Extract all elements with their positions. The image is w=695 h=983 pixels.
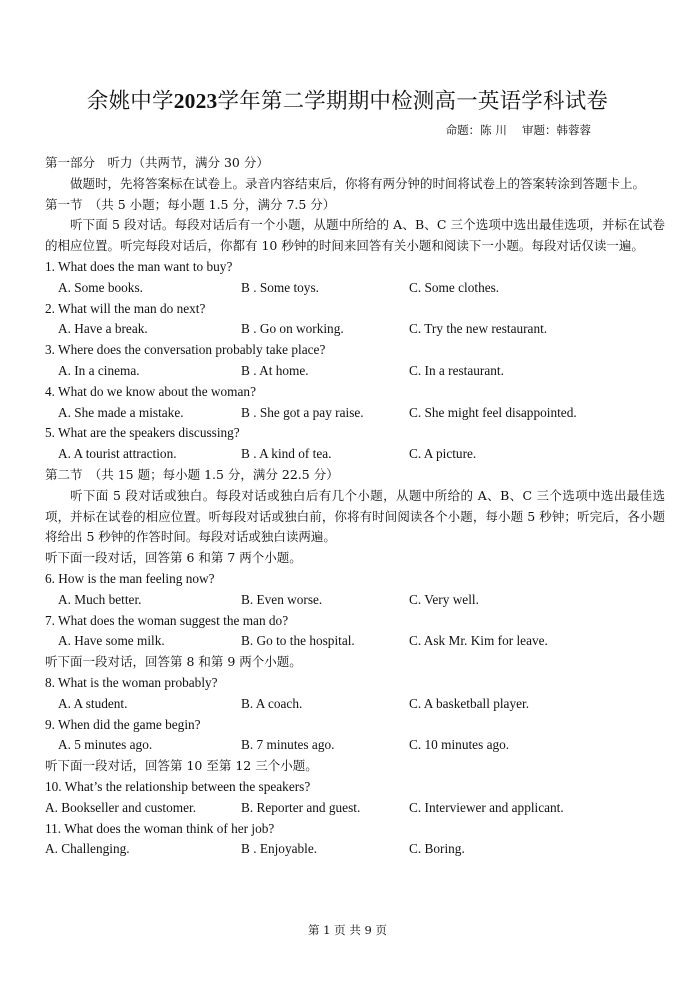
option-c: C. Some clothes. — [409, 279, 500, 295]
option-b: B. A coach. — [241, 695, 303, 711]
option-b: B. 7 minutes ago. — [241, 737, 335, 753]
question-8: 8. What is the woman probably? — [45, 674, 218, 690]
option-c: C. Try the new restaurant. — [409, 321, 548, 337]
page-title — [0, 84, 695, 115]
option-c: C. She might feel disappointed. — [409, 404, 577, 420]
option-c: C. Very well. — [409, 591, 479, 607]
part1-heading: 第一部分 听力（共两节，满分 30 分） — [45, 155, 269, 170]
option-c: C. Interviewer and applicant. — [409, 799, 564, 815]
option-a: A. Have some milk. — [58, 633, 165, 649]
option-a: A. She made a mistake. — [58, 404, 184, 420]
section1-heading: 第一节 （共 5 小题；每小题 1.5 分，满分 7.5 分） — [45, 196, 336, 212]
question-3-options — [45, 361, 665, 382]
title-suffix: 学年第二学期期中检测高一英语学科试卷 — [217, 89, 609, 114]
option-a: A. Some books. — [58, 279, 143, 295]
question-5-options — [45, 444, 665, 465]
question-7-options — [45, 631, 665, 652]
option-a: A. A tourist attraction. — [58, 446, 177, 462]
option-c: C. In a restaurant. — [409, 362, 504, 378]
option-b: B . Go on working. — [241, 321, 344, 337]
question-10-options — [45, 798, 665, 819]
option-b: B . Some toys. — [241, 279, 319, 295]
title-year: 2023 — [173, 89, 218, 113]
option-c: C. Boring. — [409, 841, 465, 857]
question-9: 9. When did the game begin? — [45, 716, 201, 732]
option-c: C. 10 minutes ago. — [409, 737, 510, 753]
option-b: B . A kind of tea. — [241, 446, 332, 462]
group-lead-10-12: 听下面一段对话，回答第 10 至第 12 三个小题。 — [45, 758, 318, 774]
question-7: 7. What does the woman suggest the man do? — [45, 612, 289, 628]
question-8-options — [45, 694, 665, 715]
part1-instruction: 做题时，先将答案标在试卷上。录音内容结束后，你将有两分钟的时间将试卷上的答案转涂到答题卡上。 — [70, 175, 646, 191]
question-9-options — [45, 735, 665, 756]
option-c: C. Ask Mr. Kim for leave. — [409, 633, 548, 649]
option-a: A. In a cinema. — [58, 362, 140, 378]
option-c: C. A picture. — [409, 446, 477, 462]
title-prefix: 余姚中学 — [86, 89, 174, 114]
option-a: A. Much better. — [58, 591, 142, 607]
question-3: 3. Where does the conversation probably take place? — [45, 342, 326, 358]
option-b: B. Even worse. — [241, 591, 323, 607]
option-c: C. A basketball player. — [409, 695, 530, 711]
section2-heading: 第二节 （共 15 题；每小题 1.5 分，满分 22.5 分） — [45, 466, 339, 482]
question-4-options — [45, 403, 665, 424]
question-5: 5. What are the speakers discussing? — [45, 425, 240, 441]
question-2-options — [45, 319, 665, 340]
question-1-options — [45, 278, 665, 299]
question-11-options — [45, 839, 665, 860]
option-a: A. 5 minutes ago. — [58, 737, 153, 753]
question-10: 10. What’s the relationship between the speakers? — [45, 778, 311, 794]
question-4: 4. What do we know about the woman? — [45, 383, 256, 399]
page-footer: 第 1 页 共 9 页 — [308, 923, 387, 937]
option-b: B . Enjoyable. — [241, 841, 318, 857]
option-b: B . At home. — [241, 362, 309, 378]
option-b: B. Reporter and guest. — [241, 799, 361, 815]
section1-instruction: 听下面 5 段对话。每段对话后有一个小题，从题中所给的 A、B、C 三个选项中选出最佳选项，并标在试卷的相应位置。听完每段对话后，你都有 10 秒钟的时间来回答有关小题和阅读下一小题。每段对话仅读一遍。 — [45, 217, 665, 254]
question-1: 1. What does the man want to buy? — [45, 258, 233, 274]
option-a: A. Bookseller and customer. — [45, 799, 197, 815]
question-6-options — [45, 590, 665, 611]
authors-line: 命题：陈 川 审题：韩蓉蓉 — [445, 123, 591, 137]
group-lead-8-9: 听下面一段对话，回答第 8 和第 9 两个小题。 — [45, 654, 302, 670]
question-6: 6. How is the man feeling now? — [45, 570, 215, 586]
option-a: A. A student. — [58, 695, 128, 711]
section2-instruction: 听下面 5 段对话或独白。每段对话或独白后有几个小题，从题中所给的 A、B、C 三个选项中选出最佳选项，并标在试卷的相应位置。听每段对话或独白前，你将有时间阅读各个小题，每小题 5 秒钟；听完后，各小题将给出 5 秒钟的作答时间。每段对话或独白读两遍。 — [45, 487, 665, 545]
option-a: A. Challenging. — [45, 841, 130, 857]
question-2: 2. What will the man do next? — [45, 300, 206, 316]
exam-content — [45, 153, 665, 860]
group-lead-6-7: 听下面一段对话，回答第 6 和第 7 两个小题。 — [45, 550, 302, 566]
option-a: A. Have a break. — [58, 321, 148, 337]
option-b: B. Go to the hospital. — [241, 633, 355, 649]
option-b: B . She got a pay raise. — [241, 404, 364, 420]
question-11: 11. What does the woman think of her job? — [45, 820, 275, 836]
